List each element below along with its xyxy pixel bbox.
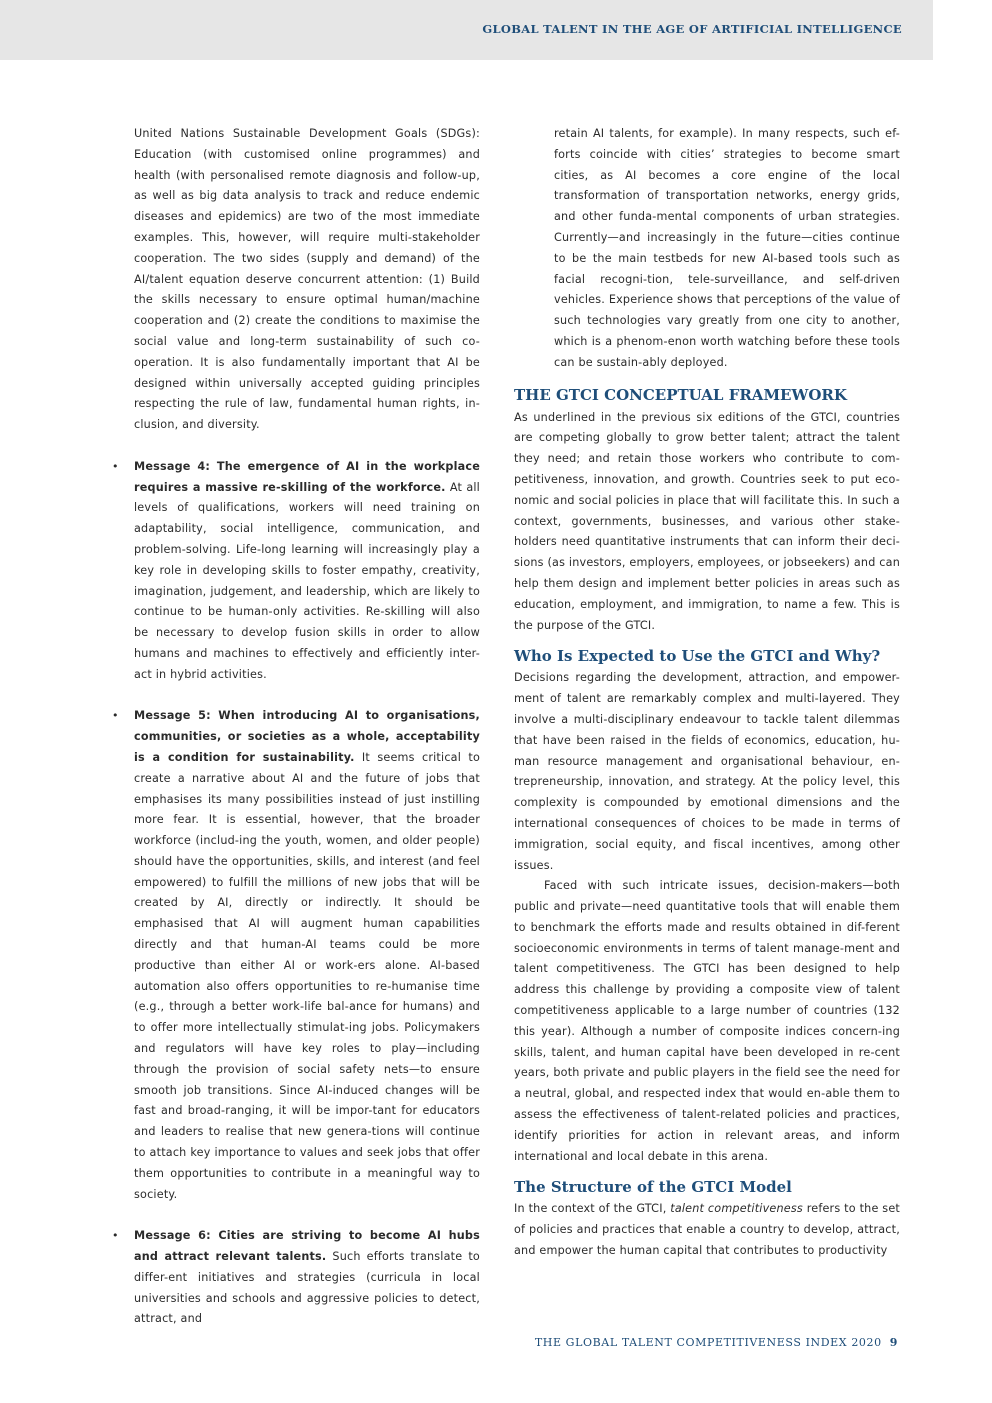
bullet-lead: Message 4: The emergence of AI in the workplace requires a massive re-skilling of the workforce. [134,459,480,494]
bullet-body: It seems critical to create a narrative about AI and the future of jobs that emphasises its many possibilities instead of just instilling more fear. It is essential, however, that the broader workforce (includ-ing the youth, women, and older people) should have the opportunities, skills, and interest (and feel empowered) to fulfill the millions of new jobs that will be created by AI, directly or indirectly. It should be emphasised that AI will augment human capabilities directly and that human-AI teams could be more productive than either AI or work-ers alone. AI-based automation also offers opportunities to re-humanise time (e.g., through a better work-life bal-ance for humans) and to offer more intellectually stimulat-ing jobs. Policymakers and regulators will have key roles to play—including through the provision of social safety nets—to ensure smooth job transitions. Since AI-induced changes will be fast and broad-ranging, it will be impor-tant for educators and leaders to realise that new genera-tions will continue to attach key importance to values and seek jobs that offer them opportunities to contribute in a meaningful way to society. [134,750,480,1201]
bullet-message-4 [112,457,480,686]
left-continuation-paragraph: United Nations Sustainable Development Goals (SDGs): Education (with customised online programmes) and health (with personalised remote diagnosis and follow-up, as well as big data analysis to track and reduce endemic diseases and epidemics) are two of the most immediate examples. This, however, will require multi-stakeholder cooperation. The two sides (supply and demand) of the AI/talent equation deserve concurrent attention: (1) Build the skills necessary to ensure optimal human/machine cooperation and (2) create the conditions to maximise the social value and long-term sustainability of such co-operation. It is also fundamentally important that AI be designed within universally accepted guiding principles respecting the rule of law, fundamental human rights, in-clusion, and diversity. [134,127,480,432]
left-column [112,124,480,1330]
bullet-message-6 [112,1226,480,1330]
bullet-lead: Message 6: Cities are striving to become AI hubs and attract relevant talents. [134,1229,480,1264]
bullet-message-5 [112,706,480,1205]
subheading-structure: The Structure of the GTCI Model [514,1178,792,1197]
right-column [514,124,900,1262]
bullet-body: At all levels of qualifications, workers will need training on adaptability, social intelligence, communication, and problem-solving. Life-long learning will increasingly play a key role in developing skills to foster empathy, creativity, imagination, judgement, and leadership, which are likely to continue to be human-only activities. Re-skilling will also be necessary to develop fusion skills in order to allow humans and machines to effectively and efficiently inter-act in hybrid activities. [134,480,480,681]
bullet-marker: • [112,709,119,723]
page-footer [535,1336,898,1349]
bullet-marker: • [112,1229,119,1243]
emphasis-term: talent competitiveness [670,1202,803,1216]
who-uses-paragraph-1: Decisions regarding the development, attraction, and empower-ment of talent are remarkably complex and multi-layered. They involve a multi-disciplinary endeavour to tackle talent dilemmas that have been raised in the fields of economics, education, hu-man resource management and organisational behaviour, en-trepreneurship, innovation, and strategy. At the policy level, this complexity is compounded by emotional dimensions and the international consequences of choices to be made in terms of immigration, social equity, and fiscal incentives, among other issues. [514,671,900,872]
structure-paragraph: In the context of the GTCI, talent competitiveness refers to the set of policies and practices that enable a country to develop, attract, and empower the human capital that contributes to productivity [514,1202,900,1258]
section-paragraph: As underlined in the previous six editions of the GTCI, countries are competing globally to grow better talent; attract the talent they need; and retain those workers who contribute to com-petitiveness, innovation, and growth. Countries seek to put eco-nomic and social policies in place that will facilitate this. In such a context, governments, businesses, and various other stake-holders need quantitative instruments that can inform their deci-sions (as investors, employers, employees, or jobseekers) and can help them design and implement better policies in areas such as education, employment, and immigration, to name a few. This is the purpose of the GTCI. [514,410,900,632]
bullet-lead: Message 5: When introducing AI to organisations, communities, or societies as a whole, acceptability is a condition for sustainability. [134,709,480,764]
subheading-who-uses: Who Is Expected to Use the GTCI and Why? [514,647,881,666]
running-head: GLOBAL TALENT IN THE AGE OF ARTIFICIAL INTELLIGENCE [482,22,902,36]
footer-title: THE GLOBAL TALENT COMPETITIVENESS INDEX 2020 [534,1336,882,1349]
section-heading: THE GTCI CONCEPTUAL FRAMEWORK [514,385,847,404]
page-number: 9 [889,1336,898,1349]
who-uses-paragraph-2: Faced with such intricate issues, decision-makers—both public and private—need quantitative tools that will enable them to benchmark the efforts made and results obtained in dif-ferent socioeconomic environments in terms of talent manage-ment and talent competitiveness. The GTCI has been designed to help address this challenge by providing a composite view of talent competitiveness applicable to a large number of countries (132 this year). Although a number of composite indices concern-ing skills, talent, and human capital have been developed in re-cent years, both private and public players in the field see the need for a neutral, global, and respected index that would en-able them to assess the effectiveness of talent-related policies and practices, identify priorities for action in relevant areas, and inform international and local debate in this arena. [514,879,900,1163]
right-continuation-paragraph: retain AI talents, for example). In many respects, such ef-forts coincide with cities’ strategies to become smart cities, as AI becomes a core engine of the local transformation of transportation networks, energy grids, and other funda-mental components of urban strategies. Currently—and increasingly in the future—cities continue to be the main testbeds for new AI-based tools such as facial recogni-tion, tele-surveillance, and self-driven vehicles. Experience shows that perceptions of the value of such technologies vary greatly from one city to another, which is a phenom-enon worth watching before these tools can be sustain-ably deployed. [554,127,900,369]
bullet-body: Such efforts translate to differ-ent initiatives and strategies (curricula in local universities and schools and aggressive policies to detect, attract, and [134,1250,480,1326]
bullet-marker: • [112,459,119,473]
